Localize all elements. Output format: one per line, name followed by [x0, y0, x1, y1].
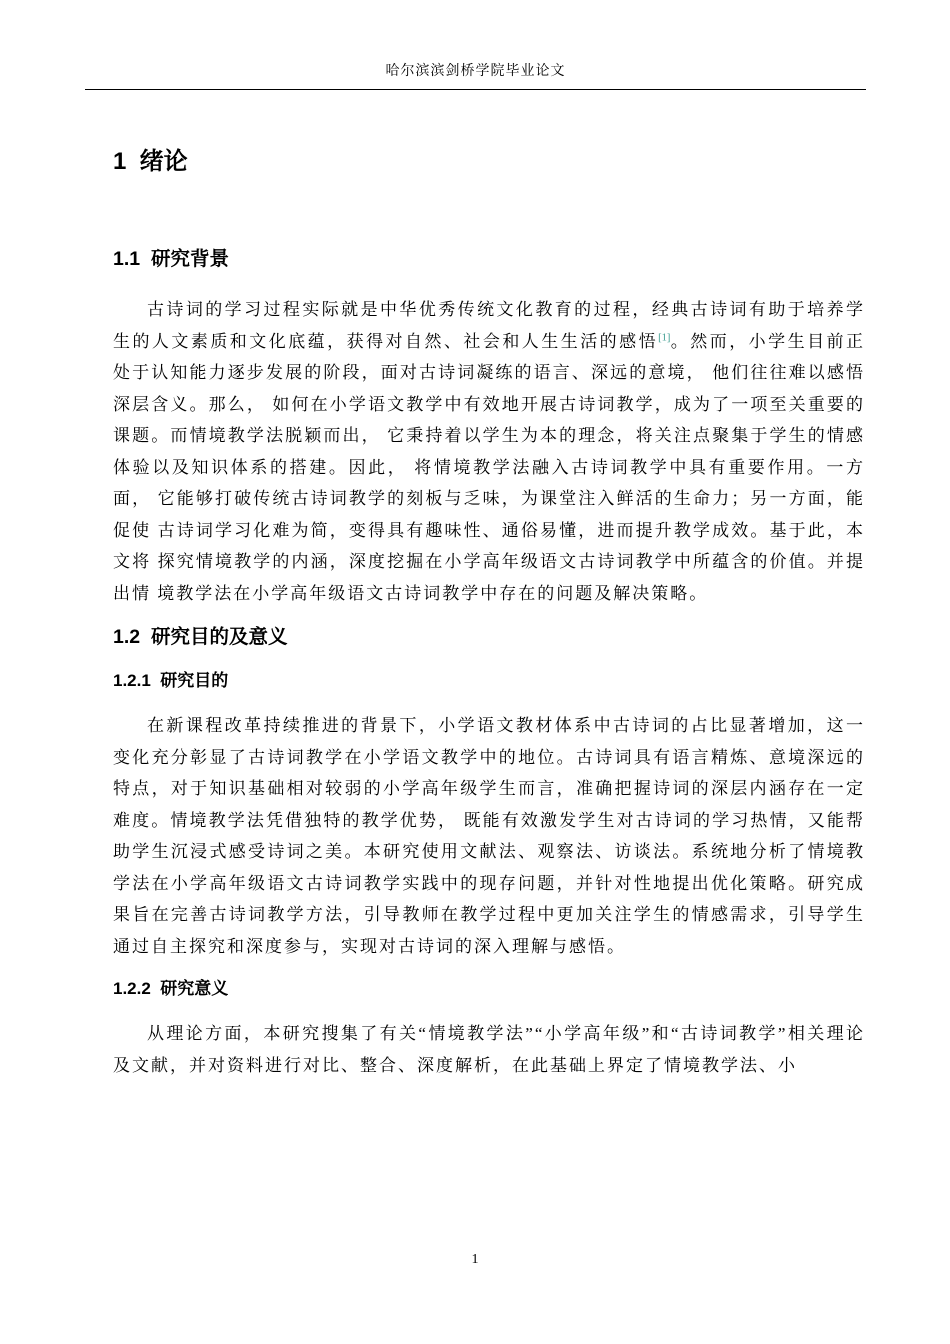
paragraph-research-significance: 从理论方面，本研究搜集了有关“情境教学法”“小学高年级”和“古诗词教学”相关理论及文献，并对资料进行对比、整合、深度解析，在此基础上界定了情境教学法、小: [113, 1024, 865, 1075]
paragraph-text-after-citation: 。然而，小学生目前正处于认知能力逐步发展的阶段，面对古诗词凝练的语言、深远的意境， 他们往往难以感悟深层含义。那么， 如何在小学语文教学中有效地开展古诗词教学，成为了一项至关重要的课题。而情境教学法脱颖而出， 它秉持着以学生为本的理念，将关注点聚集于学生的情感体验以及知识体系的搭建。因此， 将情境教学法融入古诗词教学中具有重要作用。一方面， 它能够打破传统古诗词教学的刻板与乏味，为课堂注入鲜活的生命力；另一方面，能促使 古诗词学习化难为简，变得具有趣味性、通俗易懂，进而提升教学成效。基于此，本文将 探究情境教学的内涵，深度挖掘在小学高年级语文古诗词教学中所蕴含的价值。并提出情 境教学法在小学高年级语文古诗词教学中存在的问题及解决策略。: [113, 331, 865, 603]
paragraph-research-background: [113, 294, 865, 609]
paragraph-research-purpose: 在新课程改革持续推进的背景下，小学语文教材体系中古诗词的占比显著增加，这一变化充分彰显了古诗词教学在小学语文教学中的地位。古诗词具有语言精炼、意境深远的特点，对于知识基础相对较弱的小学高年级学生而言，准确把握诗词的深层内涵存在一定难度。情境教学法凭借独特的教学优势， 既能有效激发学生对古诗词的学习热情，又能帮 助学生沉浸式感受诗词之美。本研究使用文献法、观察法、访谈法。系统地分析了情境教 学法在小学高年级语文古诗词教学实践中的现存问题，并针对性地提出优化策略。研究成 果旨在完善古诗词教学方法，引导教师在教学过程中更加关注学生的情感需求，引导学生 通过自主探究和深度参与，实现对古诗词的深入理解与感悟。: [113, 716, 865, 956]
section-1-2-2-heading: 1.2.2 研究意义: [113, 979, 229, 998]
chapter-heading: 1 绪论: [113, 148, 188, 175]
page-footer: [0, 1250, 950, 1268]
page-header: [85, 62, 866, 90]
section-1-2-1-heading: 1.2.1 研究目的: [113, 671, 229, 690]
document-body: [113, 146, 865, 1096]
header-divider: [85, 89, 866, 90]
page-number: 1: [471, 1252, 479, 1267]
paragraph-text-before-citation: 古诗词的学习过程实际就是中华优秀传统文化教育的过程，经典古诗词有助于培养学生的人文素质和文化底蕴，获得对自然、社会和人生生活的感悟: [113, 300, 865, 351]
section-1-1-heading: 1.1 研究背景: [113, 248, 229, 270]
section-1-2-heading: 1.2 研究目的及意义: [113, 626, 288, 648]
citation-reference-1: [1]: [658, 331, 671, 343]
header-title: 哈尔滨滨剑桥学院毕业论文: [385, 64, 566, 79]
